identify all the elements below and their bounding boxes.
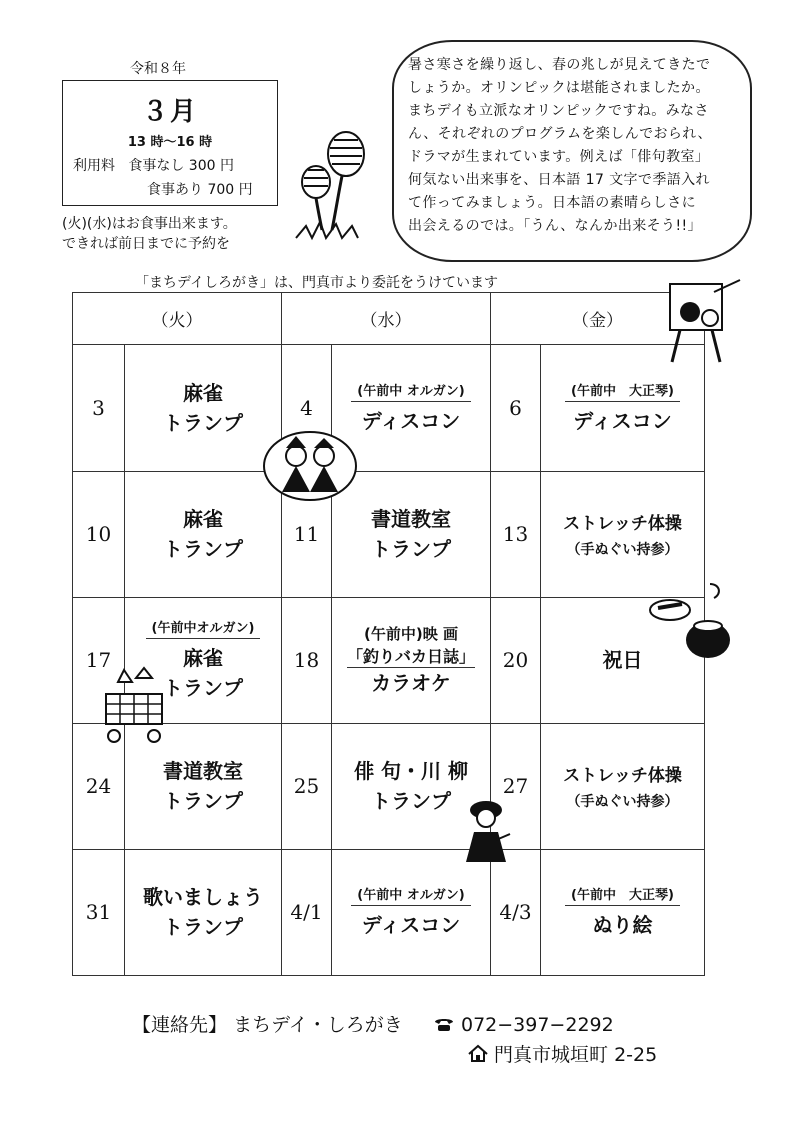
calendar-week-row [73,849,705,975]
organization-name: まちデイ・しろがき [233,1014,403,1036]
date-cell: 27 [491,723,541,849]
activity-calendar [72,292,705,976]
activity-line: 書道教室 [163,759,243,784]
date-cell: 3 [73,345,125,471]
activity-line: 麻雀 [183,507,223,532]
header-friday: （金） [491,293,705,345]
activity-line: カラオケ [371,670,451,695]
activity-line: 麻雀 [183,646,223,671]
hina-dolls-icon [262,426,358,502]
house-icon [468,1044,488,1062]
activity-cell [541,849,705,975]
activity-tag: (午前中オルガン) [146,617,261,639]
flower-illustration [286,126,386,250]
movie-title: 「釣りバカ日誌」 [347,644,475,668]
date-cell: 6 [491,345,541,471]
activity-sub: （手ぬぐい持参） [566,794,679,811]
month-title: ３月 [141,97,198,127]
era-year: 令和８年 [130,61,186,77]
activity-line: 麻雀 [183,381,223,405]
activity-cell [125,471,282,597]
date-cell: 11 [282,471,332,597]
message-text [408,54,740,238]
activity-line: 書道教室 [371,507,451,532]
meal-note-line2: できれば前日までに予約を [62,236,230,252]
date-cell: 20 [491,597,541,723]
activity-line: トランプ [371,537,451,562]
activity-cell [332,597,491,723]
telephone-icon [433,1016,455,1032]
fee-no-meal: 食事なし 300 円 [128,158,234,174]
message-line: て作ってみましょう。日本語の素晴らしさに [408,195,696,211]
date-cell: 4/3 [491,849,541,975]
activity-cell [125,345,282,471]
meal-note [62,214,237,254]
date-cell: 31 [73,849,125,975]
activity-cell [541,723,705,849]
date-cell: 4 [282,345,332,471]
activity-tag: (午前中 オルガン) [351,884,470,906]
calendar-week-row [73,471,705,597]
message-line: ん、それぞれのプログラムを楽しんでおられ、 [408,126,712,142]
activity-line: ぬり絵 [592,913,653,938]
activity-line: ディスコン [361,913,461,938]
message-line: ドラマが生まれています。例えば「俳句教室」 [408,149,710,165]
schedule-info-box [62,80,278,206]
meal-note-line1: (火)(水)はお食事出来ます。 [62,216,237,232]
date-cell: 25 [282,723,332,849]
activity-line: 祝日 [602,648,643,673]
fee-label: 利用料 [73,158,115,174]
header-wednesday: （水） [282,293,491,345]
activity-line: トランプ [163,411,243,435]
activity-cell [332,849,491,975]
date-cell: 4/1 [282,849,332,975]
address-text: 門真市城垣町 2-25 [494,1044,658,1066]
activity-line: ストレッチ体操 [563,514,682,535]
activity-line: ストレッチ体操 [563,766,682,787]
calendar-week-row [73,345,705,471]
message-line: 何気ない出来事を、日本語 17 文字で季語入れ [408,172,710,188]
activity-line: 俳 句・川 柳 [354,759,468,784]
opening-hours: 13 時〜16 時 [127,135,213,150]
activity-line: トランプ [371,789,451,814]
shogi-board-icon [100,664,170,748]
message-line: しょうか。オリンピックは堪能されましたか。 [408,80,710,96]
activity-line: ディスコン [361,409,461,433]
phone-number: 072−397−2292 [460,1014,614,1036]
message-bubble [392,40,752,262]
date-cell: 13 [491,471,541,597]
activity-tag: (午前中 大正琴) [565,884,680,906]
activity-tag: (午前中 大正琴) [565,380,680,402]
contact-label: 【連絡先】 [132,1014,228,1036]
header-tuesday: （火） [73,293,282,345]
poet-figure-icon [456,796,516,866]
teapot-snack-icon [648,580,732,664]
activity-cell [541,471,705,597]
message-line: 出会えるのでは。「うん、なんか出来そう!!」 [408,218,702,234]
activity-line: トランプ [163,676,243,701]
date-cell: 18 [282,597,332,723]
activity-line: トランプ [163,915,243,940]
date-cell: 10 [73,471,125,597]
commission-note: 「まちデイしろがき」は、門真市より委託をうけています [135,275,499,291]
contact-line [132,1010,614,1037]
easel-painter-icon [664,276,744,366]
activity-line: 歌いましょう [143,885,263,910]
fee-row-no-meal [73,155,234,175]
activity-cell [125,849,282,975]
activity-line: トランプ [163,537,243,562]
activity-tag: (午前中)映 画 [364,624,458,643]
date-cell: 24 [73,723,125,849]
activity-line: トランプ [163,789,243,814]
activity-line: ディスコン [573,409,672,433]
calendar-header-row [73,293,705,345]
activity-sub: （手ぬぐい持参） [566,542,679,559]
activity-tag: (午前中 オルガン) [351,380,470,402]
fee-with-meal: 食事あり 700 円 [147,182,253,198]
address-line [468,1040,657,1067]
date-cell: 17 [73,597,125,723]
message-line: まちデイも立派なオリンピックですね。みなさ [408,103,709,119]
message-line: 暑さ寒さを繰り返し、春の兆しが見えてきたで [408,57,711,73]
